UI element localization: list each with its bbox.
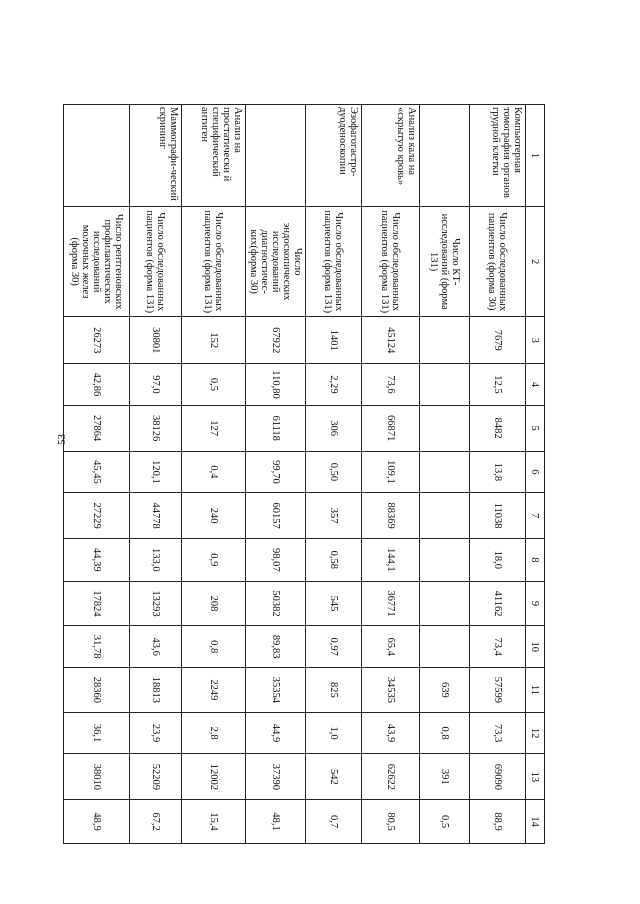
statistics-table	[63, 104, 545, 844]
examination-type-cell: Маммографи-ческий скрининг	[130, 105, 182, 207]
value-cell: 26273	[64, 317, 130, 364]
value-cell: 38010	[64, 754, 130, 800]
value-cell: 1,0	[306, 712, 362, 754]
value-cell: 73,3	[470, 712, 526, 754]
table-body	[64, 105, 526, 844]
value-cell: 73,4	[470, 626, 526, 668]
table-row	[64, 105, 130, 844]
value-cell: 15,4	[182, 800, 246, 844]
column-header: 10	[526, 626, 545, 668]
value-cell: 99,70	[246, 451, 306, 493]
value-cell: 240	[182, 493, 246, 539]
value-cell: 27864	[64, 405, 130, 451]
value-cell: 11038	[470, 493, 526, 539]
value-cell: 12002	[182, 754, 246, 800]
value-cell: 48,1	[246, 800, 306, 844]
value-cell: 2249	[182, 668, 246, 713]
value-cell: 30801	[130, 317, 182, 364]
value-cell: 73,6	[362, 364, 420, 406]
value-cell	[420, 364, 470, 406]
value-cell: 44,39	[64, 539, 130, 582]
value-cell: 0,5	[182, 364, 246, 406]
value-cell: 61118	[246, 405, 306, 451]
value-cell: 0,5	[420, 800, 470, 844]
value-cell: 545	[306, 581, 362, 626]
value-cell: 62622	[362, 754, 420, 800]
value-cell: 120,1	[130, 451, 182, 493]
value-cell: 35354	[246, 668, 306, 713]
value-cell: 109,1	[362, 451, 420, 493]
value-cell: 38126	[130, 405, 182, 451]
value-cell: 36771	[362, 581, 420, 626]
examination-type-cell: Анализ на простатически й специфический антиген	[182, 105, 246, 207]
value-cell: 0,8	[420, 712, 470, 754]
page-number: 53	[56, 434, 68, 445]
value-cell: 18813	[130, 668, 182, 713]
value-cell: 542	[306, 754, 362, 800]
examination-type-cell: Компьютерная томография органов грудной клетки	[470, 105, 526, 207]
value-cell: 208	[182, 581, 246, 626]
value-cell: 43,6	[130, 626, 182, 668]
value-cell	[420, 317, 470, 364]
value-cell	[420, 451, 470, 493]
value-cell: 306	[306, 405, 362, 451]
column-header: 12	[526, 712, 545, 754]
column-header: 3	[526, 317, 545, 364]
value-cell: 7679	[470, 317, 526, 364]
value-cell: 8482	[470, 405, 526, 451]
value-cell: 0,9	[182, 539, 246, 582]
value-cell: 2,8	[182, 712, 246, 754]
value-cell: 0,97	[306, 626, 362, 668]
table-row	[246, 105, 306, 844]
column-header: 9	[526, 581, 545, 626]
value-cell: 639	[420, 668, 470, 713]
value-cell: 45124	[362, 317, 420, 364]
table-row	[362, 105, 420, 844]
column-header: 8	[526, 539, 545, 582]
value-cell: 37390	[246, 754, 306, 800]
indicator-cell: Число обследованных пациентов (форма 131)	[306, 207, 362, 317]
value-cell: 45,45	[64, 451, 130, 493]
table-row	[182, 105, 246, 844]
column-header: 13	[526, 754, 545, 800]
value-cell	[420, 581, 470, 626]
value-cell: 48,9	[64, 800, 130, 844]
value-cell: 2,29	[306, 364, 362, 406]
value-cell: 66871	[362, 405, 420, 451]
indicator-cell: Число обследованных пациентов (форма 131)	[182, 207, 246, 317]
value-cell: 1401	[306, 317, 362, 364]
column-header: 14	[526, 800, 545, 844]
column-header: 11	[526, 668, 545, 713]
value-cell: 825	[306, 668, 362, 713]
indicator-cell: Число КТ-исследований (форма 131)	[420, 207, 470, 317]
value-cell: 98,07	[246, 539, 306, 582]
column-header: 1	[526, 105, 545, 207]
value-cell: 391	[420, 754, 470, 800]
value-cell: 44778	[130, 493, 182, 539]
examination-type-cell: Анализ кала на «скрытую кровь»	[362, 105, 420, 207]
value-cell	[420, 405, 470, 451]
value-cell: 127	[182, 405, 246, 451]
table-row	[306, 105, 362, 844]
value-cell: 152	[182, 317, 246, 364]
value-cell: 133,0	[130, 539, 182, 582]
value-cell: 41162	[470, 581, 526, 626]
table-row	[420, 105, 470, 844]
value-cell: 18,0	[470, 539, 526, 582]
value-cell: 0,50	[306, 451, 362, 493]
indicator-cell: Число обследованных пациентов (форма 131)	[130, 207, 182, 317]
value-cell: 80,5	[362, 800, 420, 844]
value-cell: 43,9	[362, 712, 420, 754]
examination-type-cell	[246, 105, 306, 207]
value-cell: 57599	[470, 668, 526, 713]
value-cell: 31,78	[64, 626, 130, 668]
value-cell: 67922	[246, 317, 306, 364]
value-cell: 88369	[362, 493, 420, 539]
value-cell	[420, 493, 470, 539]
indicator-cell: Число эндоскопических исследований диагностичес-ких(форма 30)	[246, 207, 306, 317]
column-header: 5	[526, 405, 545, 451]
column-header: 2	[526, 207, 545, 317]
value-cell: 60157	[246, 493, 306, 539]
value-cell: 0,8	[182, 626, 246, 668]
value-cell: 0,58	[306, 539, 362, 582]
value-cell: 67,2	[130, 800, 182, 844]
value-cell: 13,8	[470, 451, 526, 493]
value-cell: 97,0	[130, 364, 182, 406]
table-row	[130, 105, 182, 844]
value-cell: 36,1	[64, 712, 130, 754]
examination-type-cell	[420, 105, 470, 207]
value-cell	[420, 539, 470, 582]
indicator-cell: Число обследованных пациентов (форма 131)	[362, 207, 420, 317]
value-cell: 23,9	[130, 712, 182, 754]
column-header: 6	[526, 451, 545, 493]
examination-type-cell	[64, 105, 130, 207]
value-cell: 12,5	[470, 364, 526, 406]
column-header: 4	[526, 364, 545, 406]
value-cell: 50382	[246, 581, 306, 626]
value-cell: 42,86	[64, 364, 130, 406]
examination-type-cell: Эзофагогастро-дуоденоскопии	[306, 105, 362, 207]
value-cell: 88,9	[470, 800, 526, 844]
value-cell: 69090	[470, 754, 526, 800]
value-cell: 357	[306, 493, 362, 539]
value-cell: 0,7	[306, 800, 362, 844]
column-header: 7	[526, 493, 545, 539]
header-row	[526, 105, 545, 844]
value-cell: 44,9	[246, 712, 306, 754]
value-cell: 17824	[64, 581, 130, 626]
value-cell: 89,83	[246, 626, 306, 668]
indicator-cell: Число обследованных пациентов (форма 30)	[470, 207, 526, 317]
value-cell: 13293	[130, 581, 182, 626]
value-cell: 65,4	[362, 626, 420, 668]
value-cell: 34535	[362, 668, 420, 713]
value-cell: 27229	[64, 493, 130, 539]
value-cell: 52209	[130, 754, 182, 800]
value-cell: 144,1	[362, 539, 420, 582]
table-row	[470, 105, 526, 844]
value-cell: 28360	[64, 668, 130, 713]
value-cell: 0,4	[182, 451, 246, 493]
rotated-table-wrapper	[69, 104, 545, 844]
value-cell	[420, 626, 470, 668]
value-cell: 110,80	[246, 364, 306, 406]
indicator-cell: Число рентгеновских профилактических исследований молочных желез (форма 30)	[64, 207, 130, 317]
